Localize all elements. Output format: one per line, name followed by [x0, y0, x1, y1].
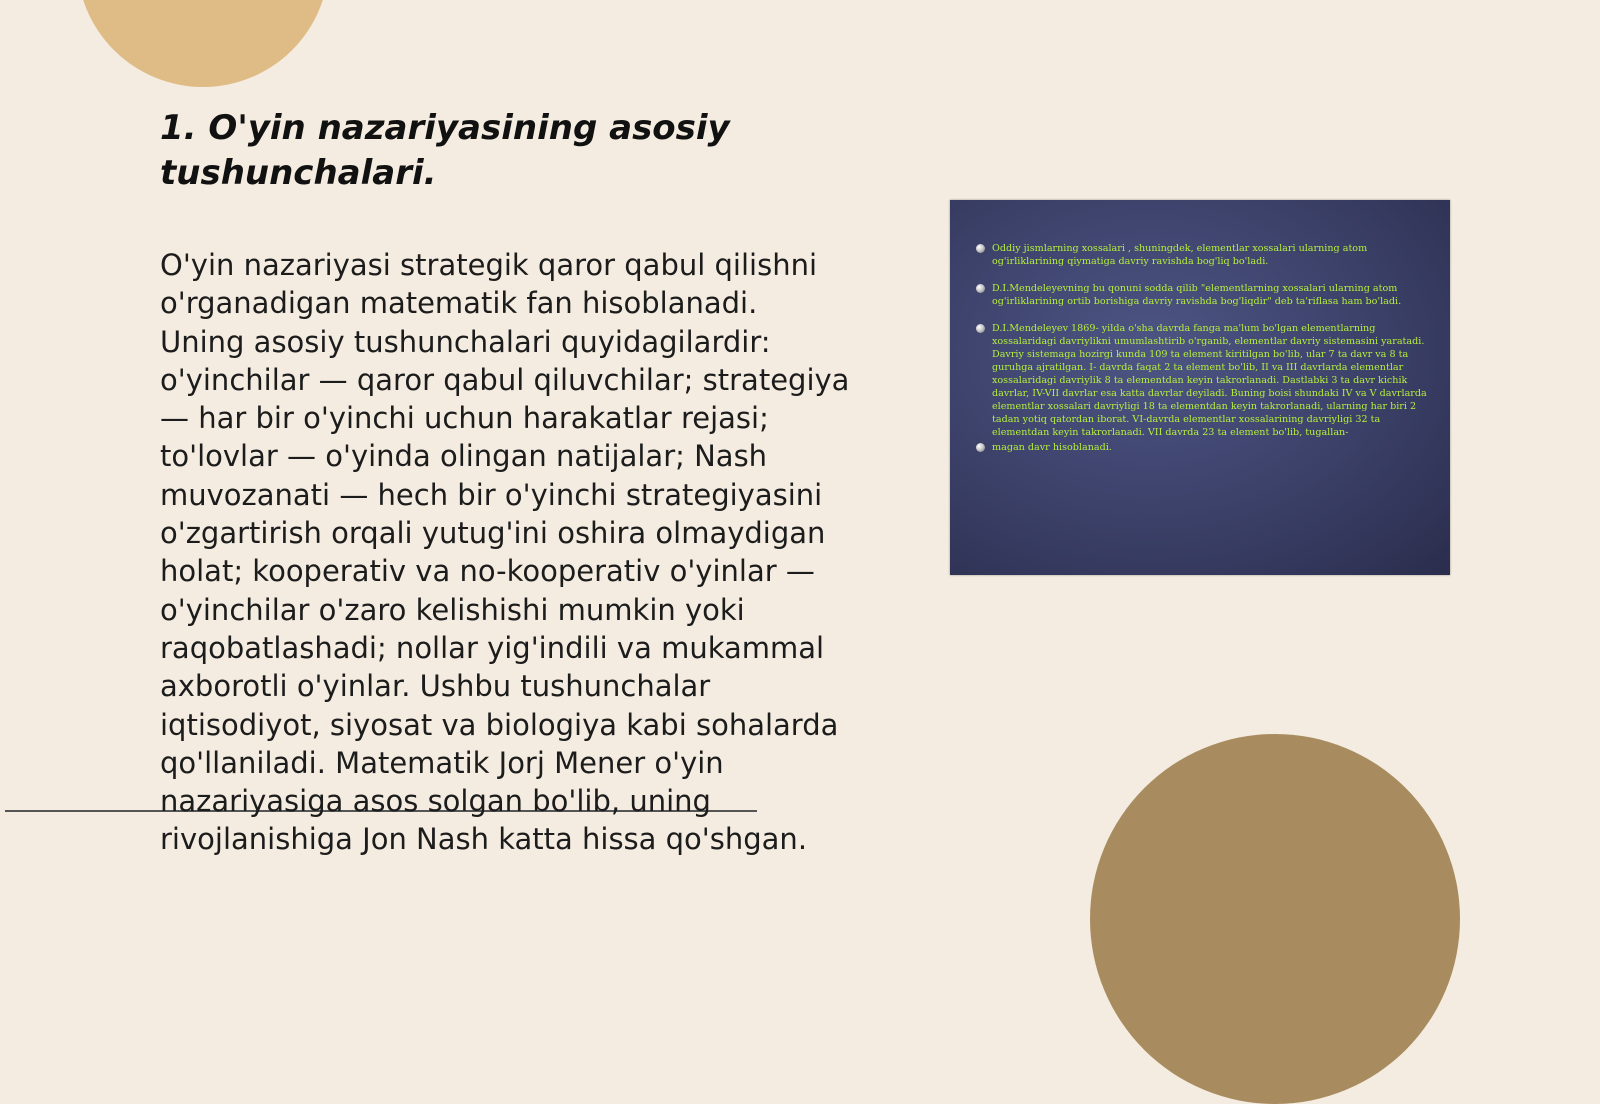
slide-title: 1. O'yin nazariyasining asosiy tushunchalari. — [160, 108, 730, 193]
list-item-text: D.I.Mendeleyev 1869- yilda o'sha davrda fanga ma'lum bo'lgan elementlarning xossalaridagi davriylikni umumlashtirib o'rganib, elementlar davriy sistemasini yaratadi. Davriy sistemaga hozirgi kunda 109 ta element kiritilgan bo'lib, ular 7 ta davr va 8 ta guruhga ajratilgan. I- davrda faqat 2 ta element bo'lib, II va III davrlarda elementlar xossalaridagi davriylik 8 ta elementdan keyin takrorlanadi. Dastlabki 3 ta davr kichik davrlar, IV-VII davrlar esa katta davrlar deyiladi. Buning boisi shundaki IV va V davrlarda elementlar xossalari davriyligi 18 ta elementdan keyin takrorlanadi, ularning har biri 2 tadan yotiq qatordan iborat. VI-davrda elementlar xossalarining davriyligi 32 ta elementdan keyin takrorlanadi. VII davrda 23 ta element bo'lib, tugallan- — [992, 323, 1427, 438]
list-item — [980, 282, 1434, 308]
decorative-circle-bottom — [1090, 734, 1460, 1104]
bullet-icon — [976, 244, 985, 253]
decorative-circle-top — [77, 0, 329, 87]
list-item — [980, 322, 1434, 439]
list-item-text: magan davr hisoblanadi. — [992, 442, 1112, 453]
list-item-text: Oddiy jismlarning xossalari , shuningdek, elementlar xossalari ularning atom og'irliklarining qiymatiga davriy ravishda bog'liq bo'ladi. — [992, 243, 1368, 267]
bullet-icon — [976, 324, 985, 333]
list-item — [980, 242, 1434, 268]
bullet-icon — [976, 284, 985, 293]
embedded-slide-image — [950, 200, 1450, 575]
bullet-list — [950, 200, 1450, 454]
bullet-icon — [976, 443, 985, 452]
body-paragraph: O'yin nazariyasi strategik qaror qabul qilishni o'rganadigan matematik fan hisoblanadi. Uning asosiy tushunchalari quyidagilardir: o'yinchilar — qaror qabul qiluvchilar; strategiya — har bir o'yinchi uchun harakatlar rejasi; to'lovlar — o'yinda olingan natijalar; Nash muvozanati — hech bir o'yinchi strategiyasini o'zgartirish orqali yutug'ini oshira olmaydigan holat; kooperativ va no-kooperativ o'yinlar — o'yinchilar o'zaro kelishishi mumkin yoki raqobatlashadi; nollar yig'indili va mukammal axborotli o'yinlar. Ushbu tushunchalar iqtisodiyot, siyosat va biologiya kabi sohalarda qo'llaniladi. Matematik Jorj Mener o'yin nazariyasiga asos solgan bo'lib, uning rivojlanishiga Jon Nash katta hissa qo'shgan. — [160, 248, 850, 857]
list-item-text: D.I.Mendeleyevning bu qonuni sodda qilib "elementlarning xossalari ularning atom og'irliklarining ortib borishiga davriy ravishda bog'liqdir" deb ta'riflasa ham bo'ladi. — [992, 283, 1402, 307]
list-item — [980, 441, 1434, 454]
